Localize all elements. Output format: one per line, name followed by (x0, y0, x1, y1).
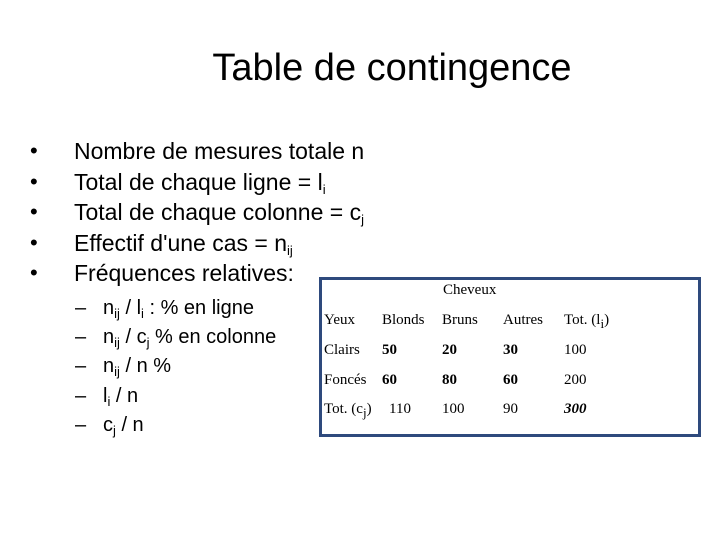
header-cell (564, 312, 609, 329)
table-cell: 50 (382, 342, 397, 358)
header-total-pre: Tot. (l (564, 312, 601, 328)
group-header: Cheveux (443, 282, 497, 298)
sub-bullet-item (75, 323, 276, 352)
dash-icon: – (75, 384, 87, 407)
table-cell: 60 (503, 372, 518, 388)
sub-text-a: n (103, 355, 115, 378)
header-total-post: ) (604, 312, 610, 328)
bullet-text: Effectif d'une cas = n (74, 229, 288, 256)
bullet-item (30, 258, 364, 289)
bullet-subscript: j (361, 212, 364, 227)
table-cell: 100 (442, 401, 465, 417)
bullet-text: Total de chaque ligne = l (74, 168, 323, 195)
total-label-post: ) (366, 401, 372, 417)
bullet-list (30, 136, 364, 289)
sub-text-b: / n % (119, 355, 172, 378)
bullet-item (30, 197, 364, 228)
table-cell: 200 (564, 372, 587, 388)
bullet-text: Nombre de mesures totale n (74, 138, 365, 164)
bullet-dot-icon: • (30, 229, 38, 255)
bullet-item (30, 228, 364, 259)
sub-text-b: / c (119, 326, 147, 349)
sub-text-a: n (103, 326, 115, 349)
contingency-table (319, 277, 701, 437)
table-cell: 100 (564, 342, 587, 358)
bullet-subscript: i (322, 181, 326, 197)
dash-icon: – (75, 326, 87, 349)
sub-bullet-item (75, 411, 276, 440)
sub-subscript-a: ij (114, 364, 120, 380)
sub-subscript-b: j (146, 335, 150, 351)
total-label-sub: j (362, 405, 367, 420)
table-cell: 30 (503, 342, 518, 358)
dash-icon: – (75, 355, 87, 378)
sub-subscript-a: i (107, 393, 111, 409)
sub-text-a: l (103, 384, 108, 407)
grand-total-cell: 300 (564, 401, 587, 417)
sub-bullet-item (75, 382, 276, 411)
sub-subscript-a: ij (114, 335, 120, 351)
row-label (324, 401, 372, 418)
table-cell: 90 (503, 401, 518, 417)
total-label-pre: Tot. (c (324, 401, 363, 417)
sub-bullet-list (75, 294, 276, 440)
dash-icon: – (75, 413, 87, 436)
header-cell: Blonds (382, 312, 425, 328)
bullet-subscript: ij (287, 242, 293, 258)
bullet-dot-icon: • (30, 260, 38, 285)
header-total-sub: i (600, 316, 605, 331)
sub-bullet-item (75, 352, 276, 381)
table-cell: 60 (382, 372, 397, 388)
bullet-dot-icon: • (30, 138, 38, 163)
table-cell: 20 (442, 342, 457, 358)
header-cell: Bruns (442, 312, 478, 328)
sub-text-a: n (103, 297, 115, 319)
bullet-item (30, 136, 364, 167)
sub-subscript-a: j (113, 422, 116, 438)
sub-subscript-a: ij (114, 306, 120, 321)
sub-subscript-b: i (141, 306, 144, 321)
table-cell: 110 (389, 401, 411, 417)
bullet-dot-icon: • (30, 168, 38, 194)
sub-text-b: / l (119, 297, 142, 319)
dash-icon: – (75, 297, 87, 319)
sub-text-a: c (103, 413, 113, 436)
bullet-item (30, 167, 364, 198)
sub-bullet-item (75, 294, 276, 323)
bullet-dot-icon: • (30, 199, 38, 224)
bullet-text: Total de chaque colonne = c (74, 199, 362, 225)
sub-text-b: / n (110, 384, 139, 407)
header-corner: Yeux (324, 312, 355, 328)
table-cell: 80 (442, 372, 457, 388)
header-cell: Autres (503, 312, 543, 328)
row-label: Foncés (324, 372, 367, 388)
row-label: Clairs (324, 342, 360, 358)
slide-title: Table de contingence (212, 47, 572, 89)
bullet-text: Fréquences relatives: (74, 260, 294, 286)
sub-text-b: / n (115, 413, 144, 436)
sub-text-c: % en colonne (149, 326, 277, 349)
sub-text-c: : % en ligne (143, 297, 254, 319)
